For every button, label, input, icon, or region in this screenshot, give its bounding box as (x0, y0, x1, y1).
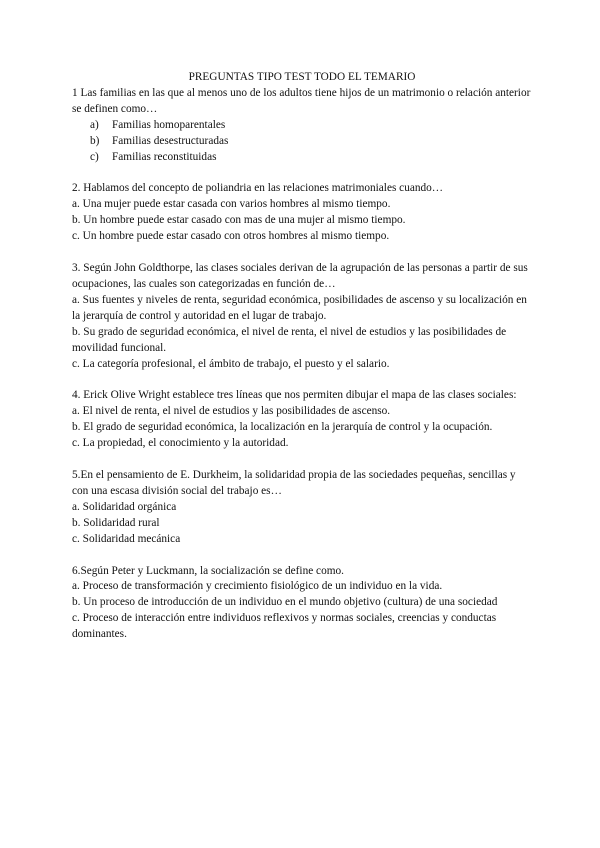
question-6 (72, 564, 532, 644)
spacer (72, 245, 532, 261)
option-b: b. Un hombre puede estar casado con mas de una mujer al mismo tiempo. (72, 214, 406, 227)
option-letter: b) (90, 134, 100, 147)
option-b: b. Su grado de seguridad económica, el nivel de renta, el nivel de estudios y las posibilidades de movilidad funcional. (72, 325, 507, 354)
option-text: Familias reconstituidas (112, 150, 217, 163)
option-list (72, 118, 532, 166)
option-a: a. Solidaridad orgánica (72, 500, 177, 513)
option-a: a. El nivel de renta, el nivel de estudios y las posibilidades de ascenso. (72, 405, 391, 418)
option-text: Familias homoparentales (112, 118, 226, 131)
spacer (72, 372, 532, 388)
question-text: 6.Según Peter y Luckmann, la socialización se define como. (72, 564, 344, 577)
question-2 (72, 181, 532, 245)
option-b: b. Solidaridad rural (72, 516, 160, 529)
question-1 (72, 86, 532, 166)
option-b: b. Un proceso de introducción de un individuo en el mundo objetivo (cultura) de una sociedad (72, 596, 498, 609)
option-a: a. Una mujer puede estar casada con varios hombres al mismo tiempo. (72, 198, 391, 211)
question-4 (72, 388, 532, 452)
option-a: a. Proceso de transformación y crecimiento fisiológico de un individuo en la vida. (72, 580, 443, 593)
option-b (72, 134, 532, 150)
question-text: 3. Según John Goldthorpe, las clases sociales derivan de la agrupación de las personas a partir de sus ocupaciones, las cuales son categorizadas en función de… (72, 262, 528, 290)
spacer (72, 548, 532, 564)
question-text: 1 Las familias en las que al menos uno de los adultos tiene hijos de un matrimonio o relación anterior se definen como… (72, 86, 531, 115)
option-c: c. Solidaridad mecánica (72, 532, 181, 545)
question-text: 4. Erick Olive Wright establece tres líneas que nos permiten dibujar el mapa de las clases sociales: (72, 389, 517, 402)
spacer (72, 452, 532, 468)
spacer (72, 165, 532, 181)
option-letter: c) (90, 150, 99, 163)
option-letter: a) (90, 118, 99, 131)
option-c (72, 150, 532, 166)
option-b: b. El grado de seguridad económica, la localización en la jerarquía de control y la ocupación. (72, 421, 493, 434)
document-content (72, 70, 532, 643)
question-5 (72, 468, 532, 548)
option-c: c. Un hombre puede estar casado con otros hombres al mismo tiempo. (72, 230, 390, 243)
page-title: PREGUNTAS TIPO TEST TODO EL TEMARIO (188, 71, 416, 83)
option-a (72, 118, 532, 134)
option-a: a. Sus fuentes y niveles de renta, seguridad económica, posibilidades de ascenso y su localización en la jerarquía de control y autoridad en el lugar de trabajo. (72, 293, 527, 322)
option-text: Familias desestructuradas (112, 134, 229, 147)
option-c: c. Proceso de interacción entre individuos reflexivos y normas sociales, creencias y conductas dominantes. (72, 612, 497, 641)
option-c: c. La propiedad, el conocimiento y la autoridad. (72, 437, 289, 450)
question-3 (72, 261, 532, 372)
question-text: 2. Hablamos del concepto de poliandria en las relaciones matrimoniales cuando… (72, 182, 444, 195)
option-c: c. La categoría profesional, el ámbito de trabajo, el puesto y el salario. (72, 357, 390, 370)
question-text: 5.En el pensamiento de E. Durkheim, la solidaridad propia de las sociedades pequeñas, sencillas y con una escasa división social del trabajo es… (72, 469, 516, 497)
